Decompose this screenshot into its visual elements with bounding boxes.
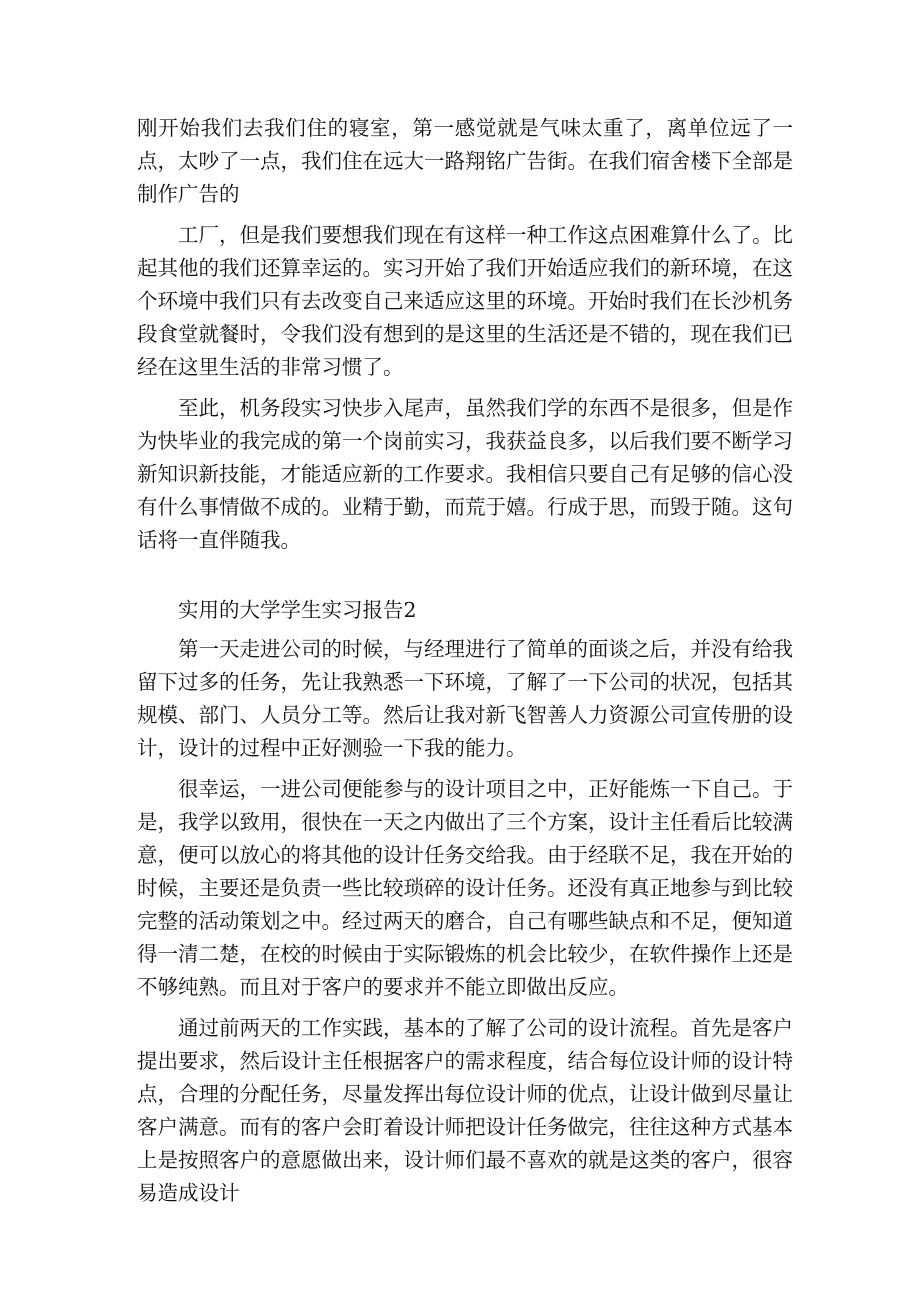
paragraph-design-project: 很幸运，一进公司便能参与的设计项目之中，正好能炼一下自己。于是，我学以致用，很快在一天之内做出了三个方案，设计主任看后比较满意，便可以放心的将其他的设计任务交给我。由于经联不足，我在开始的时候，主要还是负责一些比较琐碎的设计任务。还没有真正地参与到比较完整的活动策划之中。经过两天的磨合，自己有哪些缺点和不足，便知道得一清二楚，在校的时候由于实际锻炼的机会比较少，在软件操作上还是不够纯熟。而且对于客户的要求并不能立即做出反应。 bbox=[137, 777, 793, 999]
paragraph-factory-adaptation: 工厂，但是我们要想我们现在有这样一种工作这点困难算什么了。比起其他的我们还算幸运的。实习开始了我们开始适应我们的新环境，在这个环境中我们只有去改变自己来适应这里的环境。开始时我们在长沙机务段食堂就餐时，令我们没有想到的是这里的生活还是不错的，现在我们已经在这里生活的非常习惯了。 bbox=[137, 223, 793, 379]
paragraph-dorm-arrival: 刚开始我们去我们住的寝室，第一感觉就是气味太重了，离单位远了一点，太吵了一点，我们住在远大一路翔铭广告街。在我们宿舍楼下全部是制作广告的 bbox=[137, 116, 793, 206]
document-body bbox=[137, 112, 793, 1218]
paragraph-first-day: 第一天走进公司的时候，与经理进行了简单的面谈之后，并没有给我留下过多的任务，先让我熟悉一下环境，了解了一下公司的状况，包括其规模、部门、人员分工等。然后让我对新飞智善人力资源公司宣传册的设计，设计的过程中正好测验一下我的能力。 bbox=[137, 637, 793, 760]
paragraph-internship-conclusion: 至此，机务段实习快步入尾声，虽然我们学的东西不是很多，但是作为快毕业的我完成的第一个岗前实习，我获益良多，以后我们要不断学习新知识新技能，才能适应新的工作要求。我相信只要自己有足够的信心没有什么事情做不成的。业精于勤，而荒于嬉。行成于思，而毁于随。这句话将一直伴随我。 bbox=[137, 396, 793, 552]
section-title: 实用的大学学生实习报告2 bbox=[178, 598, 417, 622]
paragraph-design-process: 通过前两天的工作实践，基本的了解了公司的设计流程。首先是客户提出要求，然后设计主任根据客户的需求程度，结合每位设计师的设计特点，合理的分配任务，尽量发挥出每位设计师的优点，让设计做到尽量让客户满意。而有的客户会盯着设计师把设计任务做完，往往这种方式基本上是按照客户的意愿做出来，设计师们最不喜欢的就是这类的客户，很容易造成设计 bbox=[137, 1016, 793, 1205]
